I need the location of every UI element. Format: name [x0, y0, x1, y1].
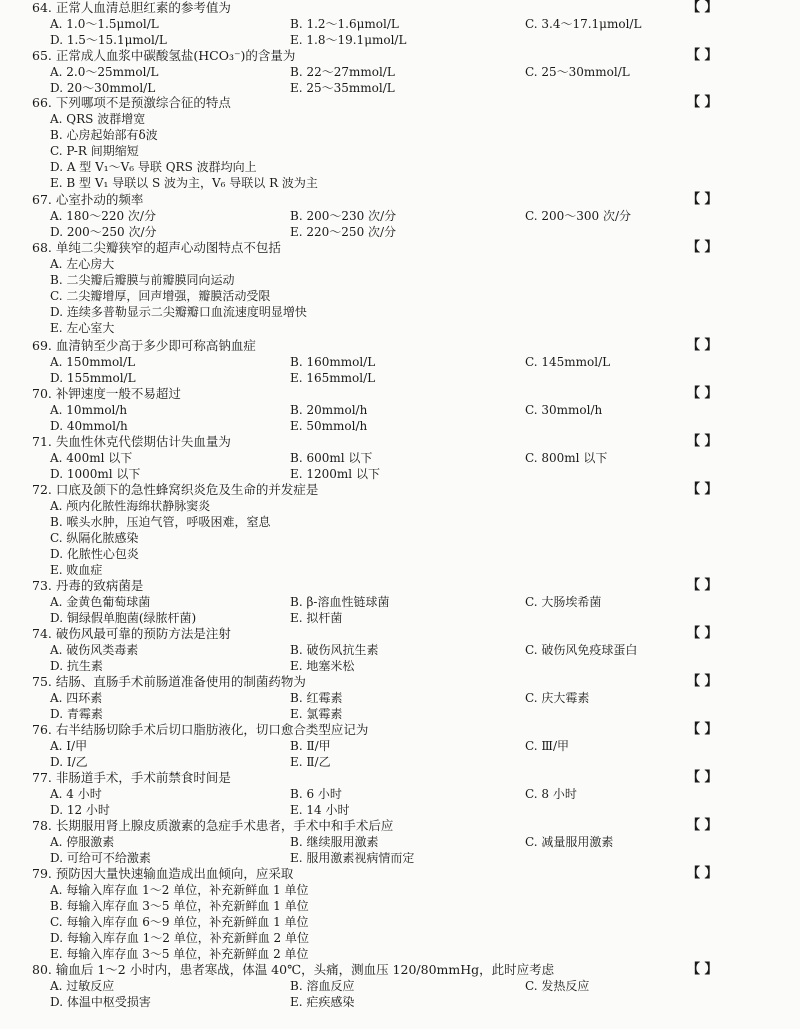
answer-option: A. 颅内化脓性海绵状静脉窦炎: [50, 499, 211, 513]
answer-option: B. 喉头水肿，压迫气管，呼吸困难，窒息: [50, 515, 271, 529]
question-block: [32, 578, 794, 626]
answer-option: B. 22～27mmol/L: [290, 65, 395, 79]
option-row: [32, 32, 794, 48]
answer-option: B. 每输入库存血 3～5 单位，补充新鲜血 1 单位: [50, 899, 309, 913]
answer-option: A. 150mmol/L: [50, 355, 136, 369]
answer-option: A. QRS 波群增宽: [50, 112, 146, 126]
answer-bracket: 【 】: [687, 722, 718, 737]
answer-option: D. 青霉素: [50, 707, 103, 721]
answer-option: D. Ⅰ/乙: [50, 755, 88, 769]
option-row: [32, 802, 794, 818]
answer-option: E. 25～35mmol/L: [290, 81, 395, 95]
answer-option: B. 溶血反应: [290, 979, 355, 993]
answer-option: B. 600ml 以下: [290, 451, 373, 465]
option-row: [32, 642, 794, 658]
answer-option: E. 14 小时: [290, 803, 350, 817]
option-row: [32, 898, 794, 914]
answer-option: A. 2.0～25mmol/L: [50, 65, 159, 79]
question-block: [32, 674, 794, 722]
answer-option: E. B 型 V₁ 导联以 S 波为主，V₆ 导联以 R 波为主: [50, 176, 318, 190]
answer-option: A. 10mmol/h: [50, 403, 128, 417]
question-block: [32, 338, 794, 386]
answer-option: D. 抗生素: [50, 659, 103, 673]
answer-bracket: 【 】: [687, 240, 718, 255]
option-row: [32, 143, 794, 159]
answer-option: D. 40mmol/h: [50, 419, 128, 433]
answer-bracket: 【 】: [687, 674, 718, 689]
question-text: 80. 输血后 1～2 小时内，患者寒战，体温 40℃，头痛，测血压 120/80mmHg，此时应考虑: [32, 962, 555, 977]
option-row: [32, 690, 794, 706]
question-stem: [32, 192, 794, 208]
answer-bracket: 【 】: [687, 434, 718, 449]
option-row: [32, 64, 794, 80]
answer-option: E. 220～250 次/分: [290, 225, 397, 239]
answer-bracket: 【 】: [687, 818, 718, 833]
answer-option: E. 疟疾感染: [290, 995, 355, 1009]
answer-option: D. 200～250 次/分: [50, 225, 157, 239]
answer-option: B. 20mmol/h: [290, 403, 368, 417]
option-row: [32, 175, 794, 191]
question-stem: [32, 674, 794, 690]
answer-option: D. 12 小时: [50, 803, 110, 817]
answer-option: C. 8 小时: [525, 787, 577, 801]
answer-option: D. 1000ml 以下: [50, 467, 141, 481]
answer-option: A. 停服激素: [50, 835, 115, 849]
option-row: [32, 304, 794, 320]
answer-option: E. 服用激素视病情而定: [290, 851, 415, 865]
answer-option: D. 20～30mmol/L: [50, 81, 156, 95]
question-stem: [32, 722, 794, 738]
question-text: 64. 正常人血清总胆红素的参考值为: [32, 0, 231, 15]
answer-option: C. Ⅲ/甲: [525, 739, 569, 753]
answer-option: A. 破伤风类毒素: [50, 643, 139, 657]
question-block: [32, 434, 794, 482]
answer-option: D. 铜绿假单胞菌(绿脓杆菌): [50, 611, 197, 625]
answer-option: B. 继续服用激素: [290, 835, 379, 849]
option-row: [32, 994, 794, 1010]
option-row: [32, 594, 794, 610]
answer-bracket: 【 】: [687, 626, 718, 641]
answer-option: E. 地塞米松: [290, 659, 355, 673]
answer-bracket: 【 】: [687, 482, 718, 497]
option-row: [32, 546, 794, 562]
question-text: 71. 失血性休克代偿期估计失血量为: [32, 434, 231, 449]
option-row: [32, 498, 794, 514]
answer-option: D. 155mmol/L: [50, 371, 136, 385]
answer-option: E. 败血症: [50, 563, 103, 577]
option-row: [32, 754, 794, 770]
answer-option: A. 400ml 以下: [50, 451, 133, 465]
option-row: [32, 111, 794, 127]
answer-bracket: 【 】: [687, 48, 718, 63]
answer-option: C. 二尖瓣增厚，回声增强，瓣膜活动受限: [50, 289, 271, 303]
question-text: 78. 长期服用肾上腺皮质激素的急症手术患者，手术中和手术后应: [32, 818, 394, 833]
option-row: [32, 402, 794, 418]
answer-option: B. 二尖瓣后瓣膜与前瓣膜同向运动: [50, 273, 235, 287]
option-row: [32, 370, 794, 386]
answer-option: D. A 型 V₁～V₆ 导联 QRS 波群均向上: [50, 160, 257, 174]
answer-option: D. 1.5～15.1μmol/L: [50, 33, 167, 47]
option-row: [32, 610, 794, 626]
answer-option: A. 180～220 次/分: [50, 209, 156, 223]
question-block: [32, 962, 794, 1010]
answer-option: C. 200～300 次/分: [525, 209, 632, 223]
option-row: [32, 562, 794, 578]
answer-option: B. β-溶血性链球菌: [290, 595, 390, 609]
question-text: 69. 血清钠至少高于多少即可称高钠血症: [32, 338, 256, 353]
answer-option: C. P-R 间期缩短: [50, 144, 139, 158]
question-block: [32, 482, 794, 578]
answer-option: C. 30mmol/h: [525, 403, 603, 417]
option-row: [32, 706, 794, 722]
option-row: [32, 914, 794, 930]
question-text: 79. 预防因大量快速输血造成出血倾向，应采取: [32, 866, 294, 881]
question-text: 67. 心室扑动的频率: [32, 192, 144, 207]
answer-option: C. 减量服用激素: [525, 835, 614, 849]
question-text: 77. 非肠道手术，手术前禁食时间是: [32, 770, 231, 785]
option-row: [32, 288, 794, 304]
answer-option: B. 破伤风抗生素: [290, 643, 379, 657]
question-block: [32, 240, 794, 336]
option-row: [32, 80, 794, 96]
option-row: [32, 127, 794, 143]
question-text: 68. 单纯二尖瓣狭窄的超声心动图特点不包括: [32, 240, 281, 255]
option-row: [32, 208, 794, 224]
answer-option: C. 3.4～17.1μmol/L: [525, 17, 642, 31]
question-stem: [32, 482, 794, 498]
option-row: [32, 159, 794, 175]
question-block: [32, 722, 794, 770]
answer-option: B. 160mmol/L: [290, 355, 376, 369]
question-stem: [32, 578, 794, 594]
question-text: 73. 丹毒的致病菌是: [32, 578, 144, 593]
question-stem: [32, 338, 794, 354]
answer-bracket: 【 】: [687, 95, 718, 110]
question-stem: [32, 434, 794, 450]
answer-option: D. 体温中枢受损害: [50, 995, 151, 1009]
question-block: [32, 770, 794, 818]
answer-option: D. 可给可不给激素: [50, 851, 151, 865]
answer-option: A. 左心房大: [50, 257, 115, 271]
question-stem: [32, 770, 794, 786]
option-row: [32, 738, 794, 754]
answer-bracket: 【 】: [687, 386, 718, 401]
question-text: 70. 补钾速度一般不易超过: [32, 386, 181, 401]
answer-bracket: 【 】: [687, 0, 718, 15]
question-stem: [32, 866, 794, 882]
option-row: [32, 834, 794, 850]
answer-bracket: 【 】: [687, 192, 718, 207]
answer-option: C. 破伤风免疫球蛋白: [525, 643, 638, 657]
option-row: [32, 930, 794, 946]
answer-option: A. 四环素: [50, 691, 103, 705]
answer-option: A. 过敏反应: [50, 979, 115, 993]
answer-option: D. 连续多普勒显示二尖瓣瓣口血流速度明显增快: [50, 305, 307, 319]
option-row: [32, 882, 794, 898]
option-row: [32, 272, 794, 288]
question-stem: [32, 95, 794, 111]
question-block: [32, 48, 794, 96]
answer-option: C. 发热反应: [525, 979, 590, 993]
option-row: [32, 354, 794, 370]
answer-option: E. 氯霉素: [290, 707, 343, 721]
question-stem: [32, 962, 794, 978]
answer-option: B. 6 小时: [290, 787, 342, 801]
question-stem: [32, 818, 794, 834]
answer-bracket: 【 】: [687, 770, 718, 785]
answer-option: C. 145mmol/L: [525, 355, 611, 369]
question-block: [32, 386, 794, 434]
option-row: [32, 530, 794, 546]
answer-option: C. 庆大霉素: [525, 691, 590, 705]
question-text: 75. 结肠、直肠手术前肠道准备使用的制菌药物为: [32, 674, 306, 689]
answer-option: B. 1.2～1.6μmol/L: [290, 17, 399, 31]
answer-option: E. 每输入库存血 3～5 单位，补充新鲜血 2 单位: [50, 947, 309, 961]
question-block: [32, 818, 794, 866]
answer-option: C. 大肠埃希菌: [525, 595, 602, 609]
answer-option: E. 拟杆菌: [290, 611, 343, 625]
answer-option: C. 25～30mmol/L: [525, 65, 630, 79]
question-text: 74. 破伤风最可靠的预防方法是注射: [32, 626, 231, 641]
question-stem: [32, 0, 794, 16]
answer-bracket: 【 】: [687, 578, 718, 593]
answer-option: D. 化脓性心包炎: [50, 547, 139, 561]
question-stem: [32, 626, 794, 642]
question-block: [32, 95, 794, 191]
answer-option: E. Ⅱ/乙: [290, 755, 331, 769]
option-row: [32, 978, 794, 994]
question-text: 65. 正常成人血浆中碳酸氢盐(HCO₃⁻)的含量为: [32, 48, 296, 63]
question-text: 72. 口底及颌下的急性蜂窝织炎危及生命的并发症是: [32, 482, 319, 497]
answer-option: E. 左心室大: [50, 321, 115, 335]
question-stem: [32, 240, 794, 256]
answer-option: C. 800ml 以下: [525, 451, 608, 465]
option-row: [32, 658, 794, 674]
answer-bracket: 【 】: [687, 962, 718, 977]
option-row: [32, 16, 794, 32]
answer-option: A. 4 小时: [50, 787, 102, 801]
option-row: [32, 224, 794, 240]
option-row: [32, 850, 794, 866]
question-block: [32, 866, 794, 962]
answer-option: A. 金黄色葡萄球菌: [50, 595, 151, 609]
option-row: [32, 320, 794, 336]
answer-option: A. 每输入库存血 1～2 单位，补充新鲜血 1 单位: [50, 883, 309, 897]
answer-option: B. 心房起始部有δ波: [50, 128, 158, 142]
answer-option: C. 每输入库存血 6～9 单位，补充新鲜血 1 单位: [50, 915, 309, 929]
option-row: [32, 786, 794, 802]
question-stem: [32, 48, 794, 64]
answer-option: A. 1.0～1.5μmol/L: [50, 17, 159, 31]
answer-option: D. 每输入库存血 1～2 单位，补充新鲜血 2 单位: [50, 931, 309, 945]
option-row: [32, 418, 794, 434]
answer-bracket: 【 】: [687, 866, 718, 881]
answer-option: E. 1.8～19.1μmol/L: [290, 33, 407, 47]
answer-option: C. 纵隔化脓感染: [50, 531, 139, 545]
option-row: [32, 514, 794, 530]
answer-option: B. 红霉素: [290, 691, 343, 705]
question-block: [32, 626, 794, 674]
question-block: [32, 192, 794, 240]
answer-option: E. 165mmol/L: [290, 371, 376, 385]
answer-option: B. 200～230 次/分: [290, 209, 397, 223]
option-row: [32, 466, 794, 482]
question-block: [32, 0, 794, 48]
answer-option: A. Ⅰ/甲: [50, 739, 88, 753]
option-row: [32, 450, 794, 466]
answer-option: E. 1200ml 以下: [290, 467, 380, 481]
question-stem: [32, 386, 794, 402]
option-row: [32, 256, 794, 272]
option-row: [32, 946, 794, 962]
question-text: 76. 右半结肠切除手术后切口脂肪液化，切口愈合类型应记为: [32, 722, 369, 737]
answer-option: B. Ⅱ/甲: [290, 739, 331, 753]
answer-bracket: 【 】: [687, 338, 718, 353]
answer-option: E. 50mmol/h: [290, 419, 368, 433]
question-text: 66. 下列哪项不是预激综合征的特点: [32, 95, 231, 110]
